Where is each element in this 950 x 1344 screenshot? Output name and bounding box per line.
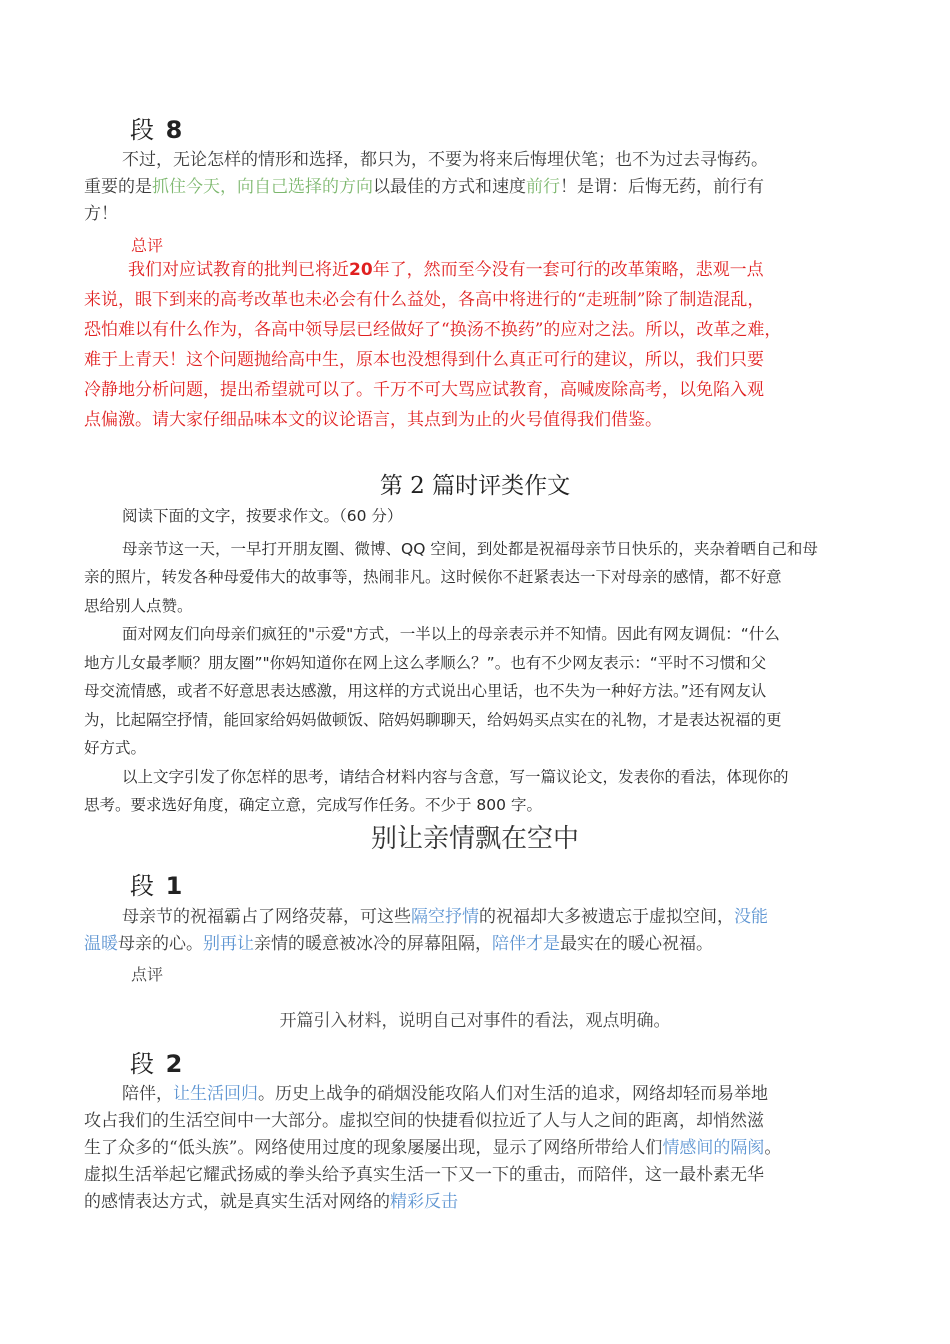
text-run: 亲情的暖意被冰冷的屏幕阻隔， <box>254 934 492 954</box>
highlight-blue: 别再让 <box>203 934 254 954</box>
section-2-title: 第 2 篇时评类作文 <box>379 473 571 499</box>
summary-text <box>84 255 864 435</box>
highlight-blue: 情感间的隔阂 <box>662 1138 765 1158</box>
text-run: 的祝福却大多被遗忘于虚拟空间， <box>479 907 734 927</box>
highlight-blue: 没能 <box>734 907 768 927</box>
emphasis-number: 20 <box>349 260 373 280</box>
material-line: 地方儿女最孝顺？朋友圈”"你妈知道你在网上这么孝顺么？”。也有不少网友表示：“平时不习惯和父 <box>84 653 767 672</box>
text-run: 的感情表达方式，就是真实生活对网络的 <box>84 1192 390 1212</box>
summary-line1 <box>84 255 864 285</box>
heading-prefix: 段 <box>130 1050 156 1078</box>
heading-prefix: 段 <box>130 872 156 900</box>
p2-line2: 攻占我们的生活空间中一大部分。虚拟空间的快捷看似拉近了人与人之间的距离，却悄然滋 <box>84 1111 764 1131</box>
essay-title: 别让亲情飘在空中 <box>370 824 579 854</box>
material-line: 好方式。 <box>84 739 147 757</box>
text-run: 母亲节的祝福霸占了网络荧幕，可这些 <box>122 907 411 927</box>
p8-line1: 不过，无论怎样的情形和选择，都只为，不要为将来后悔埋伏笔；也不为过去寻悔药。 <box>122 150 768 170</box>
text-run: ！是谓：后悔无药，前行有 <box>560 177 764 197</box>
material-line: 以上文字引发了你怎样的思考，请结合材料内容与含意，写一篇议论文，发表你的看法，体现你的 <box>122 767 789 786</box>
material-line: 思给别人点赞。 <box>84 596 193 615</box>
text-run: 陪伴， <box>122 1084 173 1104</box>
highlight-green: 抓住今天，向自己选择的方向 <box>152 177 373 197</box>
material-line: 母交流情感，或者不好意思表达感激，用这样的方式说出心里话，也不失为一种好方法。”还有网友认 <box>84 682 767 700</box>
material-line: 为，比起隔空抒情，能回家给妈妈做顿饭、陪妈妈聊聊天，给妈妈买点实在的礼物，才是表达祝福的更 <box>84 710 782 729</box>
material-line: 母亲节这一天，一早打开朋友圈、微博、QQ 空间，到处都是祝福母亲节日快乐的，夹杂着晒自己和母 <box>122 539 818 558</box>
p1-line1 <box>84 904 864 931</box>
instruction-line: 阅读下面的文字，按要求作文。（60 分） <box>122 507 403 525</box>
text-run: 我们对应试教育的批判已将近 <box>128 260 349 280</box>
p2-line3 <box>84 1135 864 1162</box>
p2-line4: 虚拟生活举起它耀武扬威的拳头给予真实生活一下又一下的重击，而陪伴，这一最朴素无华 <box>84 1165 764 1185</box>
text-run: 。 <box>764 1138 782 1158</box>
highlight-blue: 隔空抒情 <box>411 907 479 927</box>
summary-label: 总评 <box>131 236 164 255</box>
material-line: 亲的照片，转发各种母爱伟大的故事等，热闹非凡。这时候你不赶紧表达一下对母亲的感情，都不好意 <box>84 568 782 586</box>
text-run: 年了，然而至今没有一套可行的改革策略，悲观一点 <box>372 260 764 280</box>
p1-line2 <box>84 931 864 958</box>
material-line: 思考。要求选好角度，确定立意，完成写作任务。不少于 800 字。 <box>84 796 542 814</box>
highlight-green: 前行 <box>526 177 560 197</box>
text-run: 以最佳的方式和速度 <box>373 177 526 197</box>
p2-line1 <box>84 1081 864 1108</box>
heading-number: 8 <box>165 116 185 144</box>
comment-text: 开篇引入材料，说明自己对事件的看法，观点明确。 <box>279 1011 671 1031</box>
highlight-blue: 陪伴才是 <box>492 934 560 954</box>
comment-label: 点评 <box>131 965 164 984</box>
section-heading-8 <box>130 110 184 145</box>
summary-line5: 冷静地分析问题，提出希望就可以了。千万不可大骂应试教育，高喊废除高考，以免陷入观 <box>84 380 764 400</box>
section-heading-2 <box>130 1044 184 1079</box>
highlight-blue: 让生活回归 <box>173 1084 258 1104</box>
heading-number: 1 <box>165 872 185 900</box>
text-run: 母亲的心。 <box>118 934 203 954</box>
p2-line5 <box>84 1189 864 1216</box>
text-run: 最实在的暖心祝福。 <box>560 934 713 954</box>
highlight-blue: 精彩反击 <box>390 1192 458 1212</box>
text-run: 重要的是 <box>84 177 152 197</box>
paragraph-2 <box>84 1081 864 1216</box>
summary-line3: 恐怕难以有什么作为，各高中领导层已经做好了“换汤不换药”的应对之法。所以，改革之难， <box>84 320 782 340</box>
heading-prefix: 段 <box>130 116 156 144</box>
text-run: 。历史上战争的硝烟没能攻陷人们对生活的追求，网络却轻而易举地 <box>258 1084 768 1104</box>
paragraph-1 <box>84 904 864 958</box>
paragraph-8 <box>84 147 864 228</box>
text-run: 生了众多的“低头族”。网络使用过度的现象屡屡出现，显示了网络所带给人们 <box>84 1138 663 1158</box>
summary-line2: 来说，眼下到来的高考改革也未必会有什么益处，各高中将进行的“走班制”除了制造混乱， <box>84 290 765 310</box>
material-line: 面对网友们向母亲们疯狂的"示爱"方式，一半以上的母亲表示并不知情。因此有网友调侃：“什么 <box>122 625 780 643</box>
summary-line4: 难于上青天！这个问题抛给高中生，原本也没想得到什么真正可行的建议，所以，我们只要 <box>84 350 764 370</box>
section-heading-1 <box>130 866 184 901</box>
p8-line3: 方！ <box>84 204 118 224</box>
highlight-blue: 温暖 <box>84 934 118 954</box>
summary-line6: 点偏激。请大家仔细品味本文的议论语言，其点到为止的火号值得我们借鉴。 <box>84 410 662 430</box>
prompt-material <box>84 502 874 820</box>
heading-number: 2 <box>165 1050 185 1078</box>
p8-line2 <box>84 174 864 201</box>
